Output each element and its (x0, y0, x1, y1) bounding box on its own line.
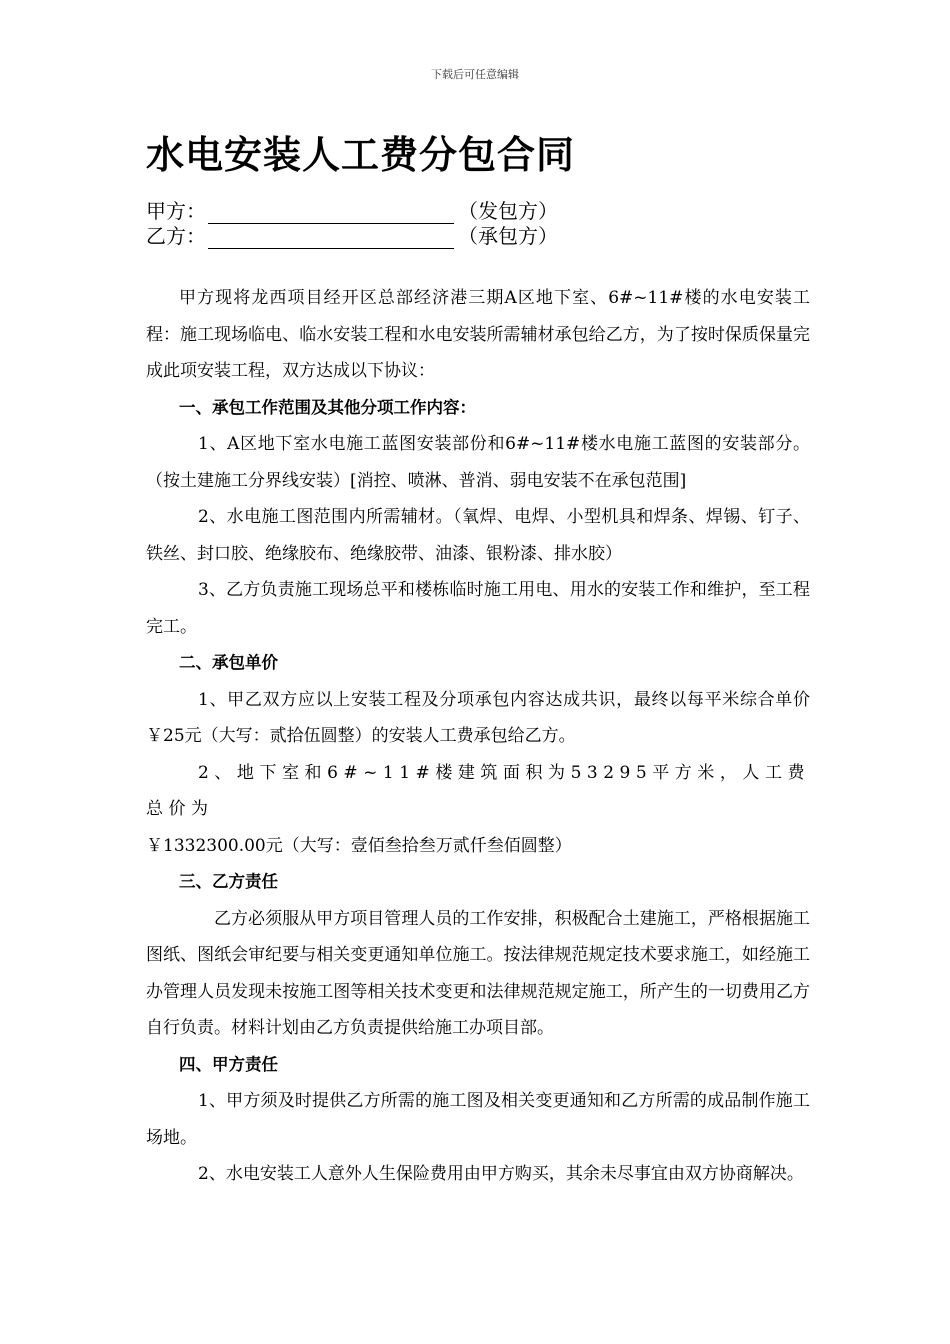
section-2-item-1: 1、甲乙双方应以上安装工程及分项承包内容达成共识，最终以每平米综合单价￥25元（大写：贰拾伍圆整）的安装人工费承包给乙方。 (146, 689, 810, 746)
section-1-item-2: 2、水电施工图范围内所需辅材。（氧焊、电焊、小型机具和焊条、焊锡、钉子、铁丝、封口胶、绝缘胶布、绝缘胶带、油漆、银粉漆、排水胶） (146, 507, 810, 564)
section-1-item-1: 1、A区地下室水电施工蓝图安装部份和6#~11#楼水电施工蓝图的安装部分。（按土建施工分界线安装）[消控、喷淋、普消、弱电安装不在承包范围] (146, 434, 810, 491)
party-a-label: 甲方： (146, 199, 206, 223)
section-4-heading: 四、甲方责任 (179, 1054, 278, 1074)
section-2-item-2: 2、地下室和6#~11#楼建筑面积为53295平方米，人工费总价为 (146, 762, 810, 819)
party-b-line (146, 224, 558, 249)
party-b-label: 乙方： (146, 224, 206, 248)
section-1-heading: 一、承包工作范围及其他分项工作内容： (179, 397, 476, 417)
section-4-item-1: 1、甲方须及时提供乙方所需的施工图及相关变更通知和乙方所需的成品制作施工场地。 (146, 1091, 810, 1148)
document-title: 水电安装人工费分包合同 (146, 133, 576, 177)
section-3-body: 乙方必须服从甲方项目管理人员的工作安排，积极配合土建施工，严格根据施工图纸、图纸会审纪要与相关变更通知单位施工。按法律规范规定技术要求施工，如经施工办管理人员发现未按施工图等相关技术变更和法律规范规定施工，所产生的一切费用乙方自行负责。材料计划由乙方负责提供给施工办项目部。 (146, 908, 810, 1038)
contract-body (146, 280, 810, 1193)
section-2-item-2-total: ￥1332300.00元（大写：壹佰叁拾叁万贰仟叁佰圆整） (146, 835, 572, 856)
party-a-role: （发包方） (458, 199, 558, 223)
parties-block (146, 199, 558, 249)
section-1-item-3: 3、乙方负责施工现场总平和楼栋临时施工用电、用水的安装工作和维护，至工程完工。 (146, 580, 810, 637)
intro-paragraph: 甲方现将龙西项目经开区总部经济港三期A区地下室、6#~11#楼的水电安装工程：施工现场临电、临水安装工程和水电安装所需辅材承包给乙方，为了按时保质保量完成此项安装工程，双方达成以下协议： (146, 288, 810, 381)
party-b-role: （承包方） (458, 224, 558, 248)
section-4-item-2: 2、水电安装工人意外人生保险费用由甲方购买，其余未尽事宜由双方协商解决。 (198, 1164, 804, 1184)
page-header-note: 下载后可任意编辑 (431, 68, 519, 81)
party-b-blank (208, 228, 454, 249)
section-2-heading: 二、承包单价 (179, 653, 278, 672)
section-3-heading: 三、乙方责任 (179, 872, 278, 891)
party-a-blank (208, 203, 454, 224)
party-a-line (146, 199, 558, 224)
